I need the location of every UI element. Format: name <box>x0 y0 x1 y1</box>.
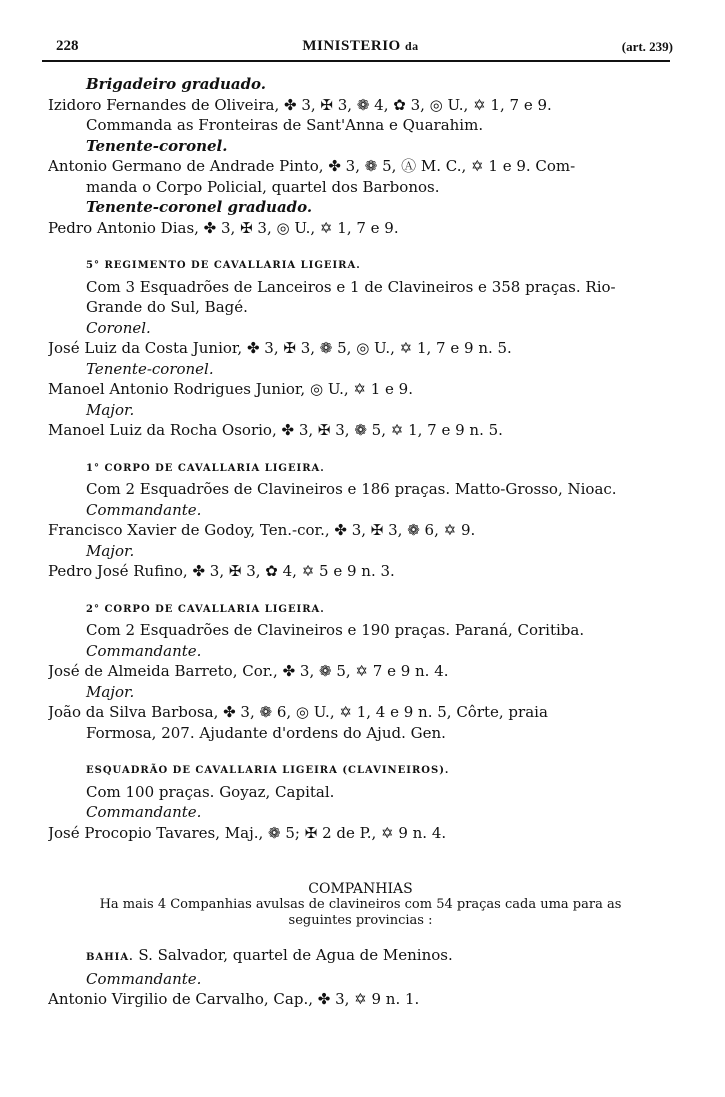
officer-entry: José de Almeida Barreto, Cor., ✤ 3, ❁ 5, ✡ 7 e 9 n. 4. <box>48 662 449 680</box>
section-heading: 5° REGIMENTO DE CAVALLARIA LIGEIRA. <box>86 260 361 271</box>
unit-description: Com 3 Esquadrões de Lanceiros e 1 de Clavineiros e 358 praças. Rio- <box>86 277 616 296</box>
rank-heading: Coronel. <box>86 318 151 337</box>
rank-heading: Commandante. <box>86 641 202 660</box>
officer-entry: Manoel Antonio Rodrigues Junior, ◎ U., ✡ 1 e 9. <box>48 380 413 398</box>
entry-continuation: Formosa, 207. Ajudante d'ordens do Ajud. Gen. <box>86 723 446 742</box>
running-title <box>48 38 673 55</box>
companhias-title: COMPANHIAS <box>308 881 413 897</box>
section-corpo-1 <box>48 459 673 582</box>
province-entry <box>48 945 673 969</box>
unit-description: Com 2 Esquadrões de Clavineiros e 190 praças. Paraná, Coritiba. <box>86 621 585 639</box>
rank-heading: Commandante. <box>86 500 202 519</box>
companhias-intro-1: Ha mais 4 Companhias avulsas de clavineiros com 54 praças cada uma para as <box>99 897 622 912</box>
rank-heading: Brigadeiro graduado. <box>86 75 267 93</box>
entry-continuation: Commanda as Fronteiras de Sant'Anna e Quarahim. <box>86 116 484 134</box>
officer-entry: João da Silva Barbosa, ✤ 3, ❁ 6, ◎ U., ✡ 1, 4 e 9 n. 5, Côrte, praia <box>48 703 548 721</box>
province-label: BAHIA. <box>86 952 134 963</box>
running-title-main: MINISTERIO <box>302 38 401 54</box>
rank-heading: Commandante. <box>86 969 202 988</box>
running-title-small: da <box>404 39 419 53</box>
province-text: S. Salvador, quartel de Agua de Meninos. <box>138 946 453 964</box>
section-corpo-2 <box>48 600 673 744</box>
spacer <box>48 582 673 600</box>
officer-entry: Antonio Virgilio de Carvalho, Cap., ✤ 3, ✡ 9 n. 1. <box>48 990 420 1008</box>
spacer <box>48 843 673 881</box>
page-header <box>48 36 673 60</box>
unit-description: Com 100 praças. Goyaz, Capital. <box>86 782 335 801</box>
rank-heading: Major. <box>86 541 135 560</box>
unit-description: Com 2 Esquadrões de Clavineiros e 186 praças. Matto-Grosso, Nioac. <box>86 480 617 498</box>
article-reference: (art. 239) <box>621 39 673 54</box>
unit-description: Grande do Sul, Bagé. <box>86 298 248 316</box>
section-heading: 2° CORPO DE CAVALLARIA LIGEIRA. <box>86 603 325 615</box>
spacer <box>48 743 673 761</box>
section-regimento-5 <box>48 256 673 441</box>
officer-entry: Pedro José Rufino, ✤ 3, ✠ 3, ✿ 4, ✡ 5 e 9 n. 3. <box>48 562 395 580</box>
rank-heading: Major. <box>86 682 135 701</box>
rank-heading: Tenente-coronel graduado. <box>86 198 313 216</box>
section-heading: 1° CORPO DE CAVALLARIA LIGEIRA. <box>86 462 325 474</box>
rank-heading: Major. <box>86 400 135 419</box>
companhias-intro-2: seguintes provincias : <box>288 913 433 928</box>
officer-entry: Manoel Luiz da Rocha Osorio, ✤ 3, ✠ 3, ❁ 5, ✡ 1, 7 e 9 n. 5. <box>48 421 503 439</box>
section-heading: ESQUADRÃO DE CAVALLARIA LIGEIRA (CLAVINEIROS). <box>86 765 450 776</box>
section-intro <box>48 74 673 238</box>
officer-entry: José Luiz da Costa Junior, ✤ 3, ✠ 3, ❁ 5, ◎ U., ✡ 1, 7 e 9 n. 5. <box>48 339 512 357</box>
rank-heading: Commandante. <box>86 803 202 821</box>
section-companhias <box>48 881 673 1010</box>
header-rule <box>42 60 670 62</box>
officer-entry: Pedro Antonio Dias, ✤ 3, ✠ 3, ◎ U., ✡ 1, 7 e 9. <box>48 218 399 237</box>
spacer <box>48 441 673 459</box>
section-esquadrao <box>48 761 673 843</box>
spacer <box>48 929 673 945</box>
rank-heading: Tenente-coronel. <box>86 359 214 378</box>
officer-entry: Francisco Xavier de Godoy, Ten.-cor., ✤ 3, ✠ 3, ❁ 6, ✡ 9. <box>48 521 476 539</box>
page-body <box>48 74 673 1010</box>
entry-continuation: manda o Corpo Policial, quartel dos Barbonos. <box>86 177 440 196</box>
rank-heading: Tenente-coronel. <box>86 136 228 155</box>
officer-entry: Izidoro Fernandes de Oliveira, ✤ 3, ✠ 3, ❁ 4, ✿ 3, ◎ U., ✡ 1, 7 e 9. <box>48 95 552 114</box>
page-number: 228 <box>56 38 79 54</box>
officer-entry: José Procopio Tavares, Maj., ❁ 5; ✠ 2 de P., ✡ 9 n. 4. <box>48 823 447 842</box>
officer-entry: Antonio Germano de Andrade Pinto, ✤ 3, ❁ 5, Ⓐ M. C., ✡ 1 e 9. Com- <box>48 157 576 175</box>
spacer <box>48 238 673 256</box>
